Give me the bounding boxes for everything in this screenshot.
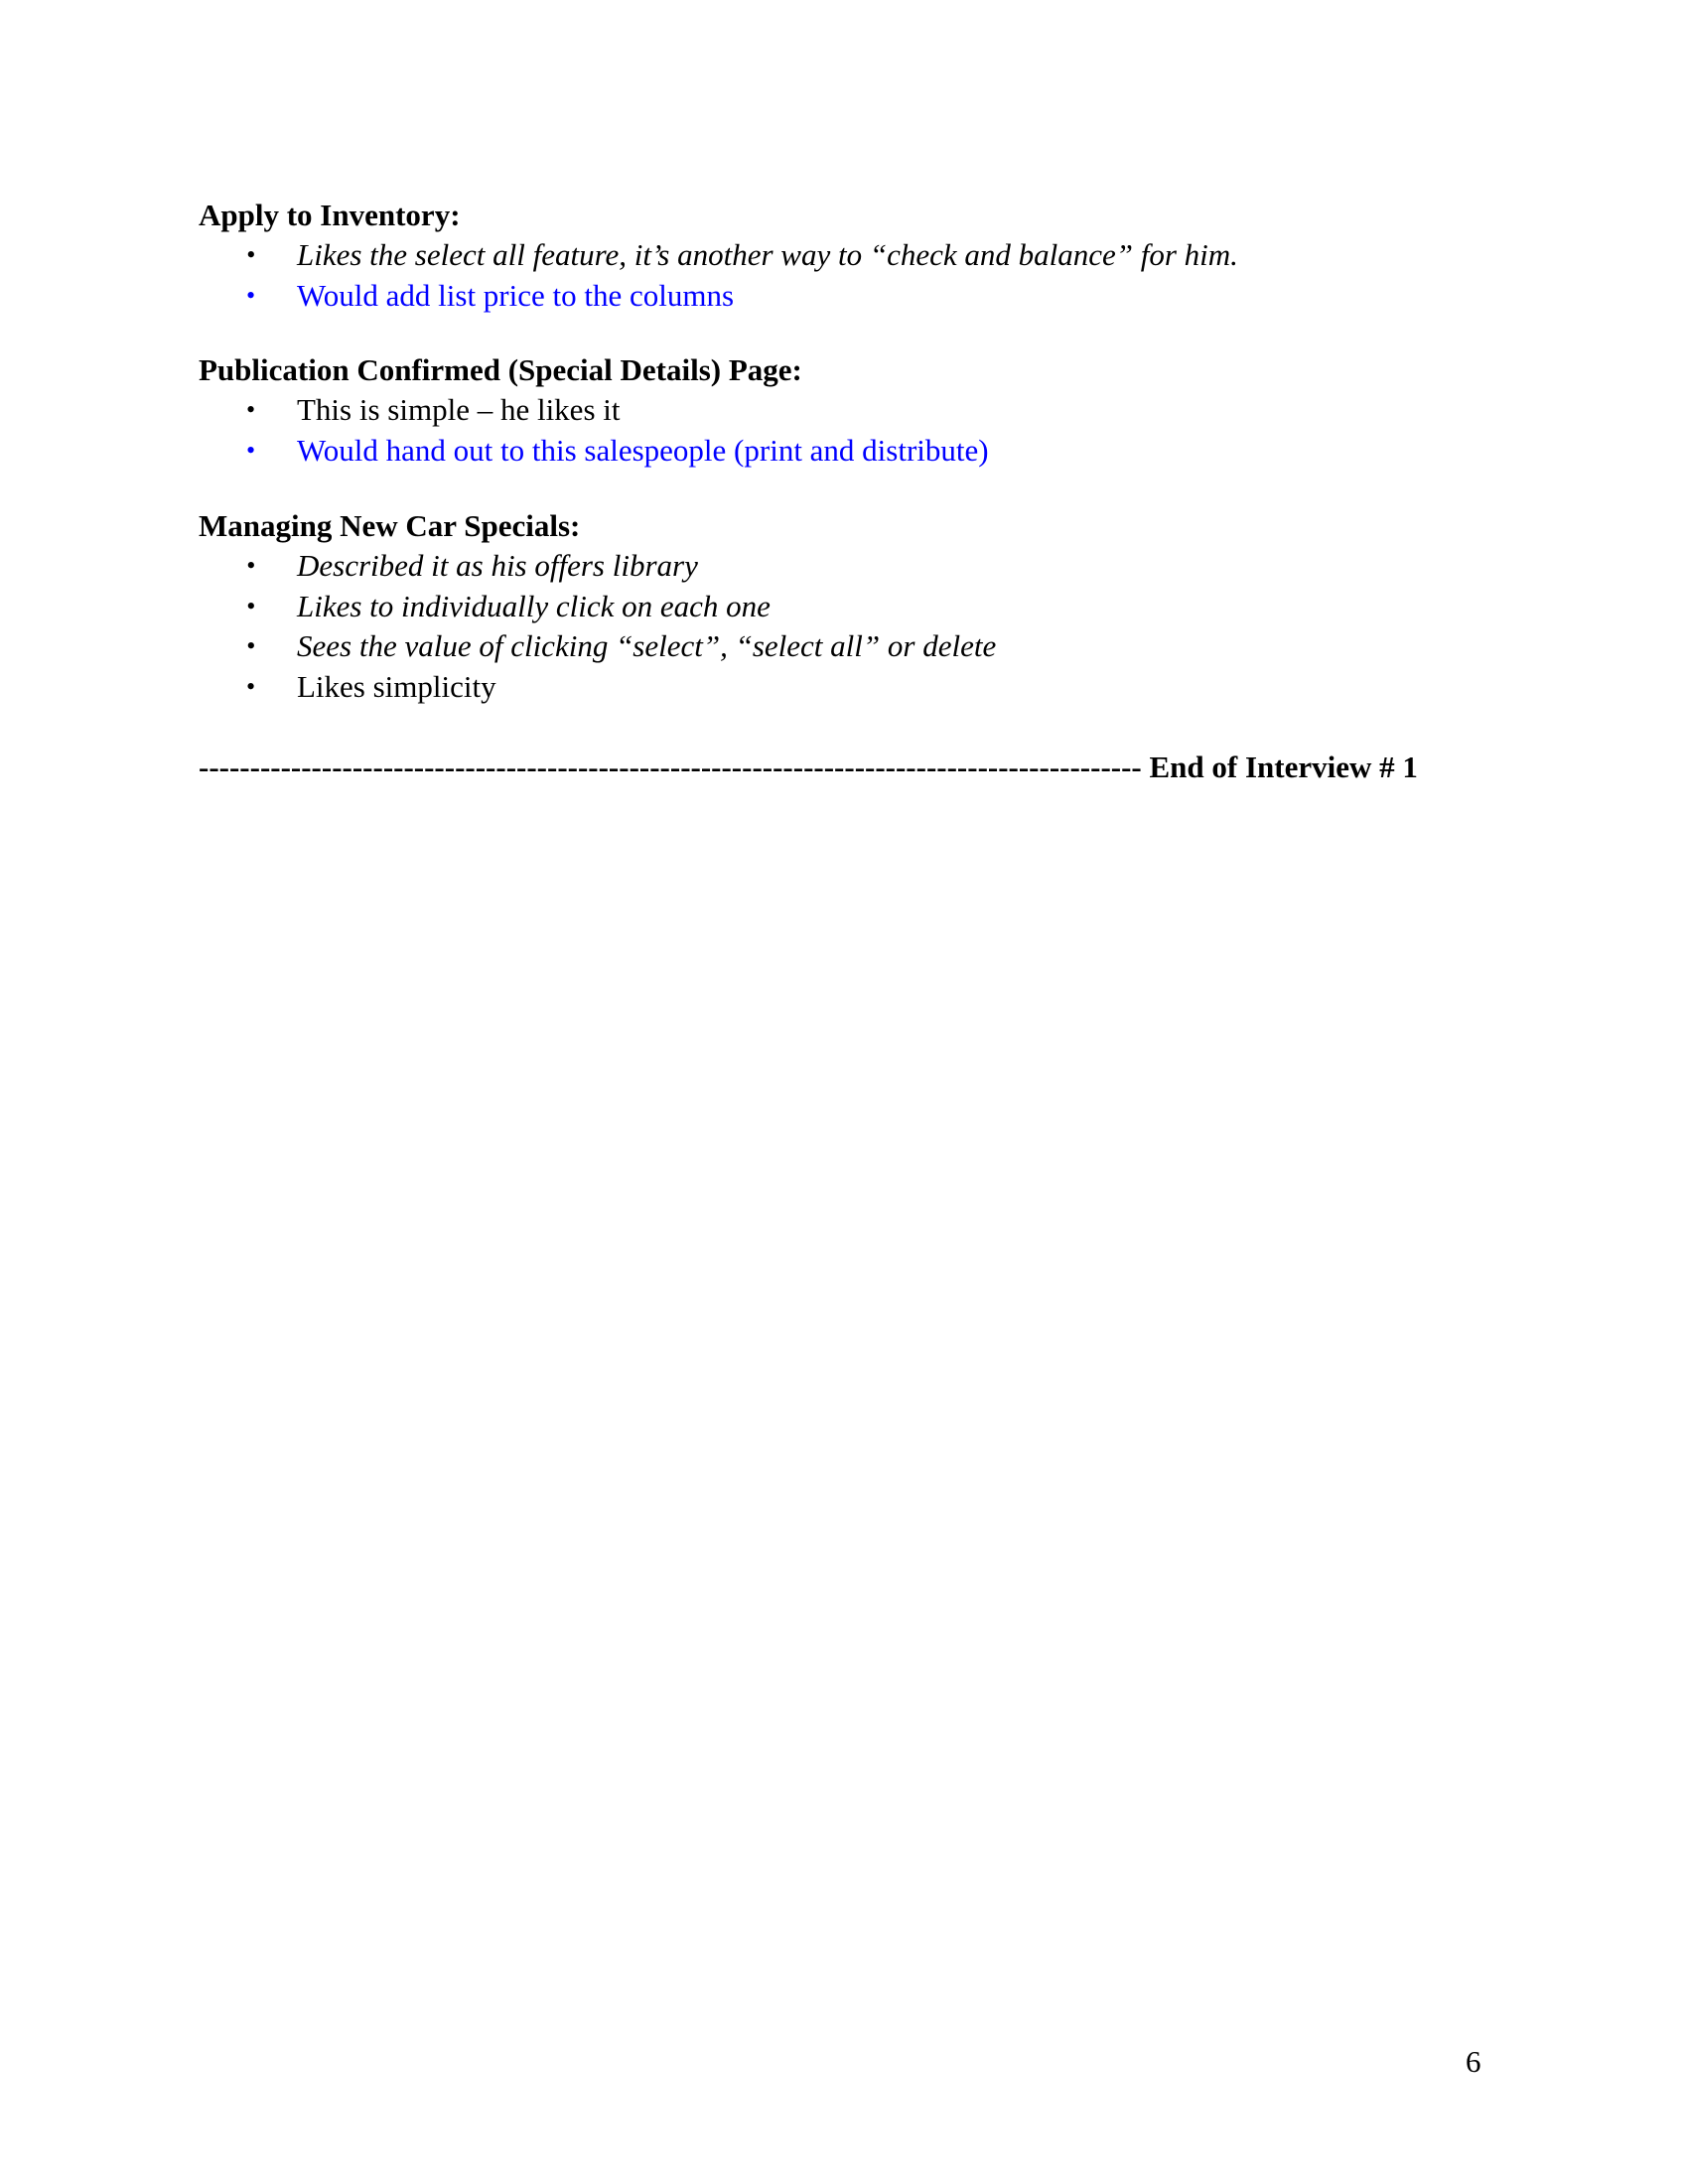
list-item-text: Likes the select all feature, it’s another way to “check and balance” for him. [297, 237, 1238, 272]
list-item [243, 546, 996, 587]
list-item-text: Sees the value of clicking “select”, “select all” or delete [297, 628, 997, 663]
bullet-icon: • [246, 240, 256, 269]
list-item-text: Likes simplicity [297, 668, 496, 704]
list-item-text: This is simple – he likes it [297, 392, 621, 427]
bullet-icon: • [246, 280, 256, 310]
section-heading-publication-confirmed: Publication Confirmed (Special Details) Page: [199, 352, 802, 387]
page-number: 6 [1466, 2044, 1481, 2079]
bullet-list-managing-new-car-specials [243, 546, 996, 707]
bullet-list-apply-to-inventory [243, 235, 1238, 316]
list-item [243, 431, 989, 472]
list-item [243, 667, 996, 708]
bullet-icon: • [246, 591, 256, 620]
bullet-icon: • [246, 671, 256, 701]
bullet-list-publication-confirmed [243, 390, 989, 471]
list-item [243, 626, 996, 667]
end-of-interview-marker: -------------------------------------------------------------------------------------------- End of Interview # 1 [199, 750, 1418, 784]
bullet-icon: • [246, 551, 256, 580]
list-item [243, 587, 996, 627]
bullet-icon: • [246, 395, 256, 424]
list-item-text: Would hand out to this salespeople (print and distribute) [297, 432, 989, 468]
section-heading-managing-new-car-specials: Managing New Car Specials: [199, 508, 581, 543]
list-item-text: Described it as his offers library [297, 548, 698, 583]
list-item [243, 276, 1238, 317]
section-heading-apply-to-inventory: Apply to Inventory: [199, 198, 461, 232]
bullet-icon: • [246, 435, 256, 465]
list-item-text: Likes to individually click on each one [297, 588, 771, 623]
list-item [243, 235, 1238, 276]
list-item [243, 390, 989, 431]
bullet-icon: • [246, 631, 256, 660]
list-item-text: Would add list price to the columns [297, 277, 735, 313]
